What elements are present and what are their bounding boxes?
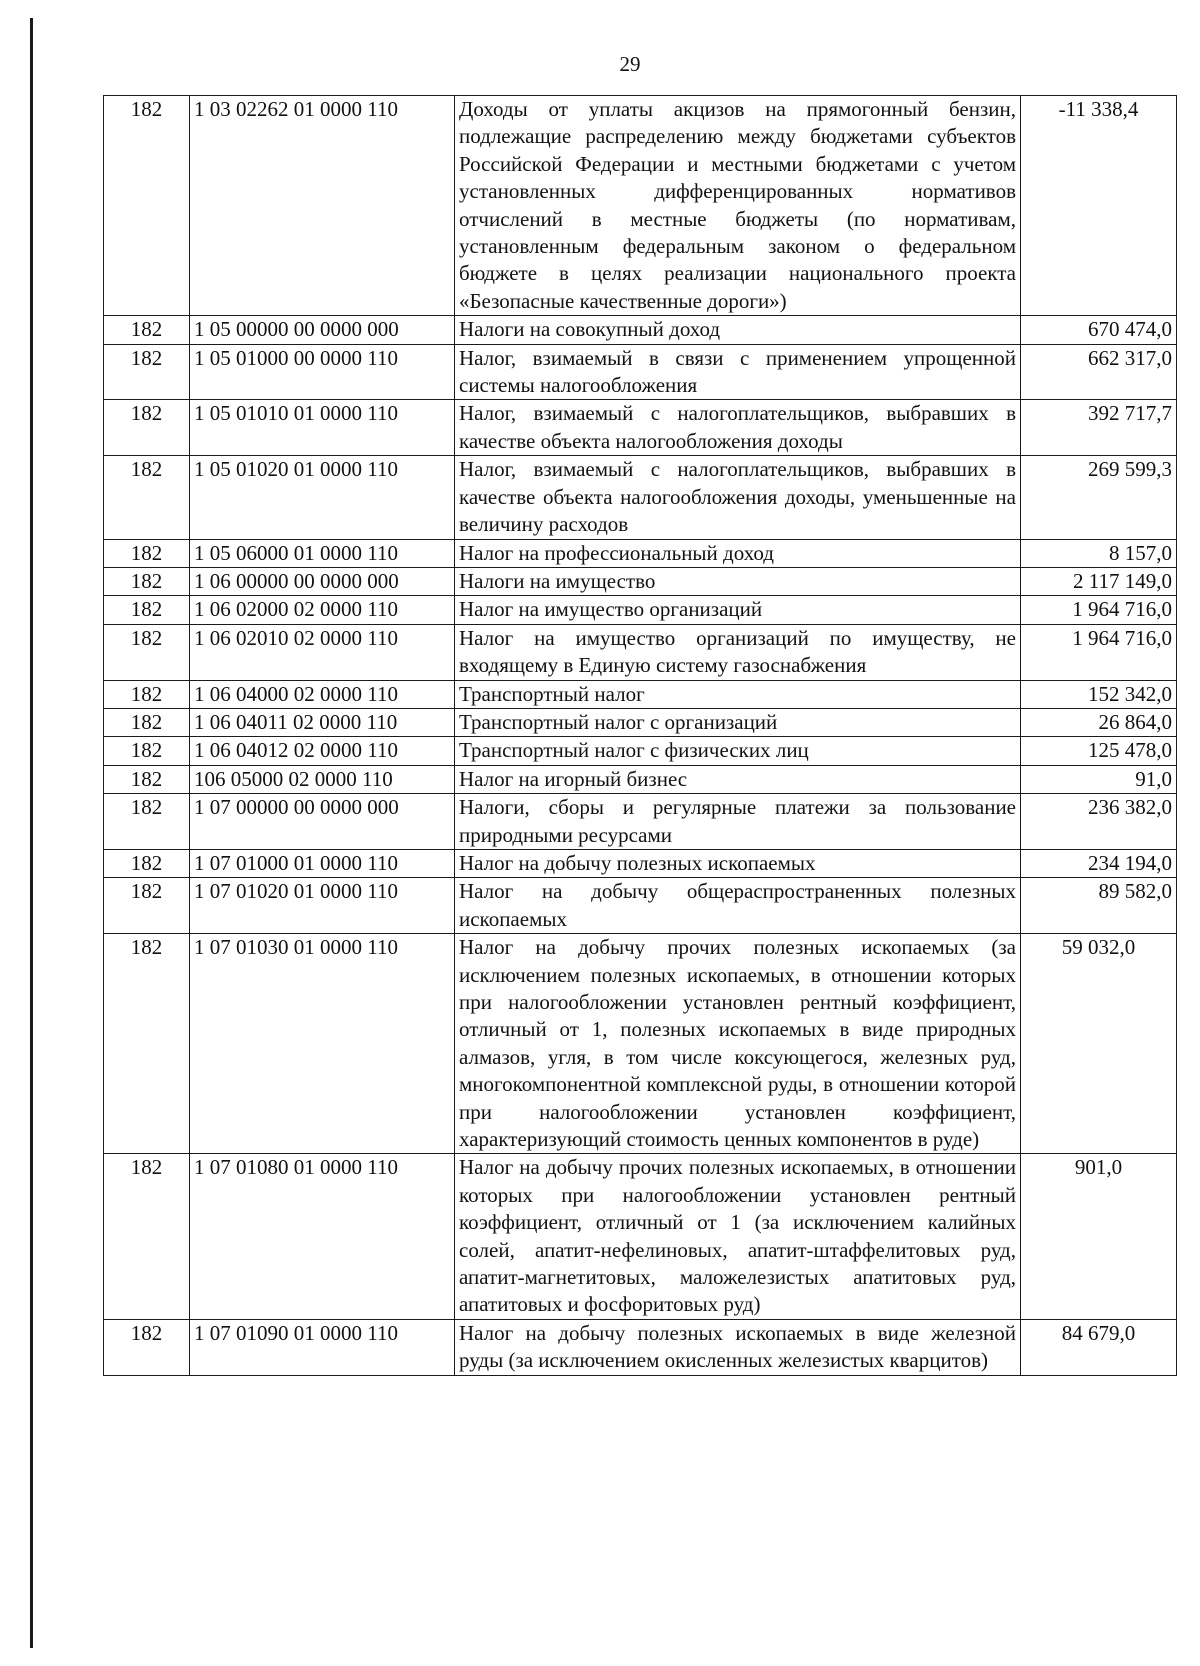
amount-cell: 91,0	[1021, 765, 1177, 793]
amount-cell: 392 717,7	[1021, 400, 1177, 456]
revenue-name-cell: Налог на добычу общераспространенных полезных ископаемых	[455, 878, 1021, 934]
amount-cell: 1 964 716,0	[1021, 596, 1177, 624]
budget-code-cell: 1 06 02010 02 0000 110	[190, 624, 455, 680]
amount-cell: 670 474,0	[1021, 316, 1177, 344]
amount-cell: 8 157,0	[1021, 539, 1177, 567]
amount-cell: 152 342,0	[1021, 680, 1177, 708]
amount-cell: 269 599,3	[1021, 456, 1177, 539]
revenue-name-cell: Налог, взимаемый с налогоплательщиков, выбравших в качестве объекта налогообложения доходы, уменьшенные на величину расходов	[455, 456, 1021, 539]
table-row	[104, 737, 1177, 765]
revenue-name-cell: Транспортный налог с организаций	[455, 708, 1021, 736]
amount-cell: 2 117 149,0	[1021, 567, 1177, 595]
table-row	[104, 344, 1177, 400]
amount-cell: 59 032,0	[1021, 934, 1177, 1154]
admin-code-cell: 182	[104, 708, 190, 736]
budget-table	[103, 95, 1177, 1376]
amount-cell: 901,0	[1021, 1154, 1177, 1319]
amount-cell: 84 679,0	[1021, 1319, 1177, 1375]
admin-code-cell: 182	[104, 567, 190, 595]
amount-cell: 662 317,0	[1021, 344, 1177, 400]
budget-code-cell: 1 05 01010 01 0000 110	[190, 400, 455, 456]
table-row	[104, 765, 1177, 793]
revenue-name-cell: Налог, взимаемый в связи с применением упрощенной системы налогообложения	[455, 344, 1021, 400]
table-row	[104, 849, 1177, 877]
revenue-name-cell: Доходы от уплаты акцизов на прямогонный бензин, подлежащие распределению между бюджетами субъектов Российской Федерации и местными бюджетами с учетом установленных дифференцированных нормативов отчислений в местные бюджеты (по нормативам, установленным федеральным законом о федеральном бюджете в целях реализации национального проекта «Безопасные качественные дороги»)	[455, 96, 1021, 316]
admin-code-cell: 182	[104, 316, 190, 344]
table-row	[104, 400, 1177, 456]
page-number: 29	[619, 52, 641, 76]
budget-code-cell: 1 06 04011 02 0000 110	[190, 708, 455, 736]
revenue-name-cell: Налог на добычу прочих полезных ископаемых, в отношении которых при налогообложении установлен рентный коэффициент, отличный от 1 (за исключением калийных солей, апатит-нефелиновых, апатит-штаффелитовых руд, апатит-магнетитовых, маложелезистых апатитовых руд, апатитовых и фосфоритовых руд)	[455, 1154, 1021, 1319]
budget-code-cell: 1 06 04012 02 0000 110	[190, 737, 455, 765]
admin-code-cell: 182	[104, 400, 190, 456]
budget-code-cell: 1 06 00000 00 0000 000	[190, 567, 455, 595]
table-row	[104, 708, 1177, 736]
revenue-name-cell: Налог на добычу полезных ископаемых в виде железной руды (за исключением окисленных железистых кварцитов)	[455, 1319, 1021, 1375]
admin-code-cell: 182	[104, 849, 190, 877]
budget-code-cell: 1 07 01030 01 0000 110	[190, 934, 455, 1154]
table-row	[104, 624, 1177, 680]
table-row	[104, 316, 1177, 344]
table-row	[104, 567, 1177, 595]
table-row	[104, 878, 1177, 934]
table-row	[104, 96, 1177, 316]
admin-code-cell: 182	[104, 456, 190, 539]
admin-code-cell: 182	[104, 624, 190, 680]
admin-code-cell: 182	[104, 737, 190, 765]
admin-code-cell: 182	[104, 344, 190, 400]
amount-cell: -11 338,4	[1021, 96, 1177, 316]
budget-code-cell: 1 07 01020 01 0000 110	[190, 878, 455, 934]
admin-code-cell: 182	[104, 680, 190, 708]
budget-code-cell: 1 06 02000 02 0000 110	[190, 596, 455, 624]
amount-cell: 89 582,0	[1021, 878, 1177, 934]
admin-code-cell: 182	[104, 765, 190, 793]
table-row	[104, 680, 1177, 708]
admin-code-cell: 182	[104, 1154, 190, 1319]
budget-code-cell: 1 07 00000 00 0000 000	[190, 794, 455, 850]
revenue-name-cell: Транспортный налог	[455, 680, 1021, 708]
admin-code-cell: 182	[104, 794, 190, 850]
admin-code-cell: 182	[104, 934, 190, 1154]
amount-cell: 236 382,0	[1021, 794, 1177, 850]
amount-cell: 26 864,0	[1021, 708, 1177, 736]
amount-cell: 1 964 716,0	[1021, 624, 1177, 680]
admin-code-cell: 182	[104, 1319, 190, 1375]
revenue-name-cell: Налог, взимаемый с налогоплательщиков, выбравших в качестве объекта налогообложения доходы	[455, 400, 1021, 456]
budget-code-cell: 1 05 06000 01 0000 110	[190, 539, 455, 567]
table-row	[104, 1154, 1177, 1319]
revenue-name-cell: Налог на имущество организаций	[455, 596, 1021, 624]
budget-code-cell: 1 06 04000 02 0000 110	[190, 680, 455, 708]
budget-code-cell: 1 05 01020 01 0000 110	[190, 456, 455, 539]
revenue-name-cell: Налог на добычу полезных ископаемых	[455, 849, 1021, 877]
table-row	[104, 596, 1177, 624]
revenue-name-cell: Налог на профессиональный доход	[455, 539, 1021, 567]
revenue-name-cell: Налог на игорный бизнес	[455, 765, 1021, 793]
budget-code-cell: 1 05 01000 00 0000 110	[190, 344, 455, 400]
budget-code-cell: 1 07 01080 01 0000 110	[190, 1154, 455, 1319]
budget-code-cell: 1 05 00000 00 0000 000	[190, 316, 455, 344]
table-row	[104, 1319, 1177, 1375]
admin-code-cell: 182	[104, 596, 190, 624]
revenue-name-cell: Налог на добычу прочих полезных ископаемых (за исключением полезных ископаемых, в отношении которых при налогообложении установлен рентный коэффициент, отличный от 1, полезных ископаемых в виде природных алмазов, угля, в том числе коксующегося, железных руд, многокомпонентной комплексной руды, в отношении которой при налогообложении установлен коэффициент, характеризующий стоимость ценных компонентов в руде)	[455, 934, 1021, 1154]
admin-code-cell: 182	[104, 96, 190, 316]
budget-code-cell: 106 05000 02 0000 110	[190, 765, 455, 793]
revenue-name-cell: Транспортный налог с физических лиц	[455, 737, 1021, 765]
table-row	[104, 456, 1177, 539]
budget-code-cell: 1 03 02262 01 0000 110	[190, 96, 455, 316]
left-margin-line	[30, 18, 33, 1648]
amount-cell: 125 478,0	[1021, 737, 1177, 765]
revenue-name-cell: Налоги на совокупный доход	[455, 316, 1021, 344]
amount-cell: 234 194,0	[1021, 849, 1177, 877]
table-row	[104, 539, 1177, 567]
admin-code-cell: 182	[104, 539, 190, 567]
admin-code-cell: 182	[104, 878, 190, 934]
table-row	[104, 934, 1177, 1154]
budget-code-cell: 1 07 01090 01 0000 110	[190, 1319, 455, 1375]
revenue-name-cell: Налог на имущество организаций по имуществу, не входящему в Единую систему газоснабжения	[455, 624, 1021, 680]
budget-code-cell: 1 07 01000 01 0000 110	[190, 849, 455, 877]
revenue-name-cell: Налоги, сборы и регулярные платежи за пользование природными ресурсами	[455, 794, 1021, 850]
table-row	[104, 794, 1177, 850]
revenue-name-cell: Налоги на имущество	[455, 567, 1021, 595]
